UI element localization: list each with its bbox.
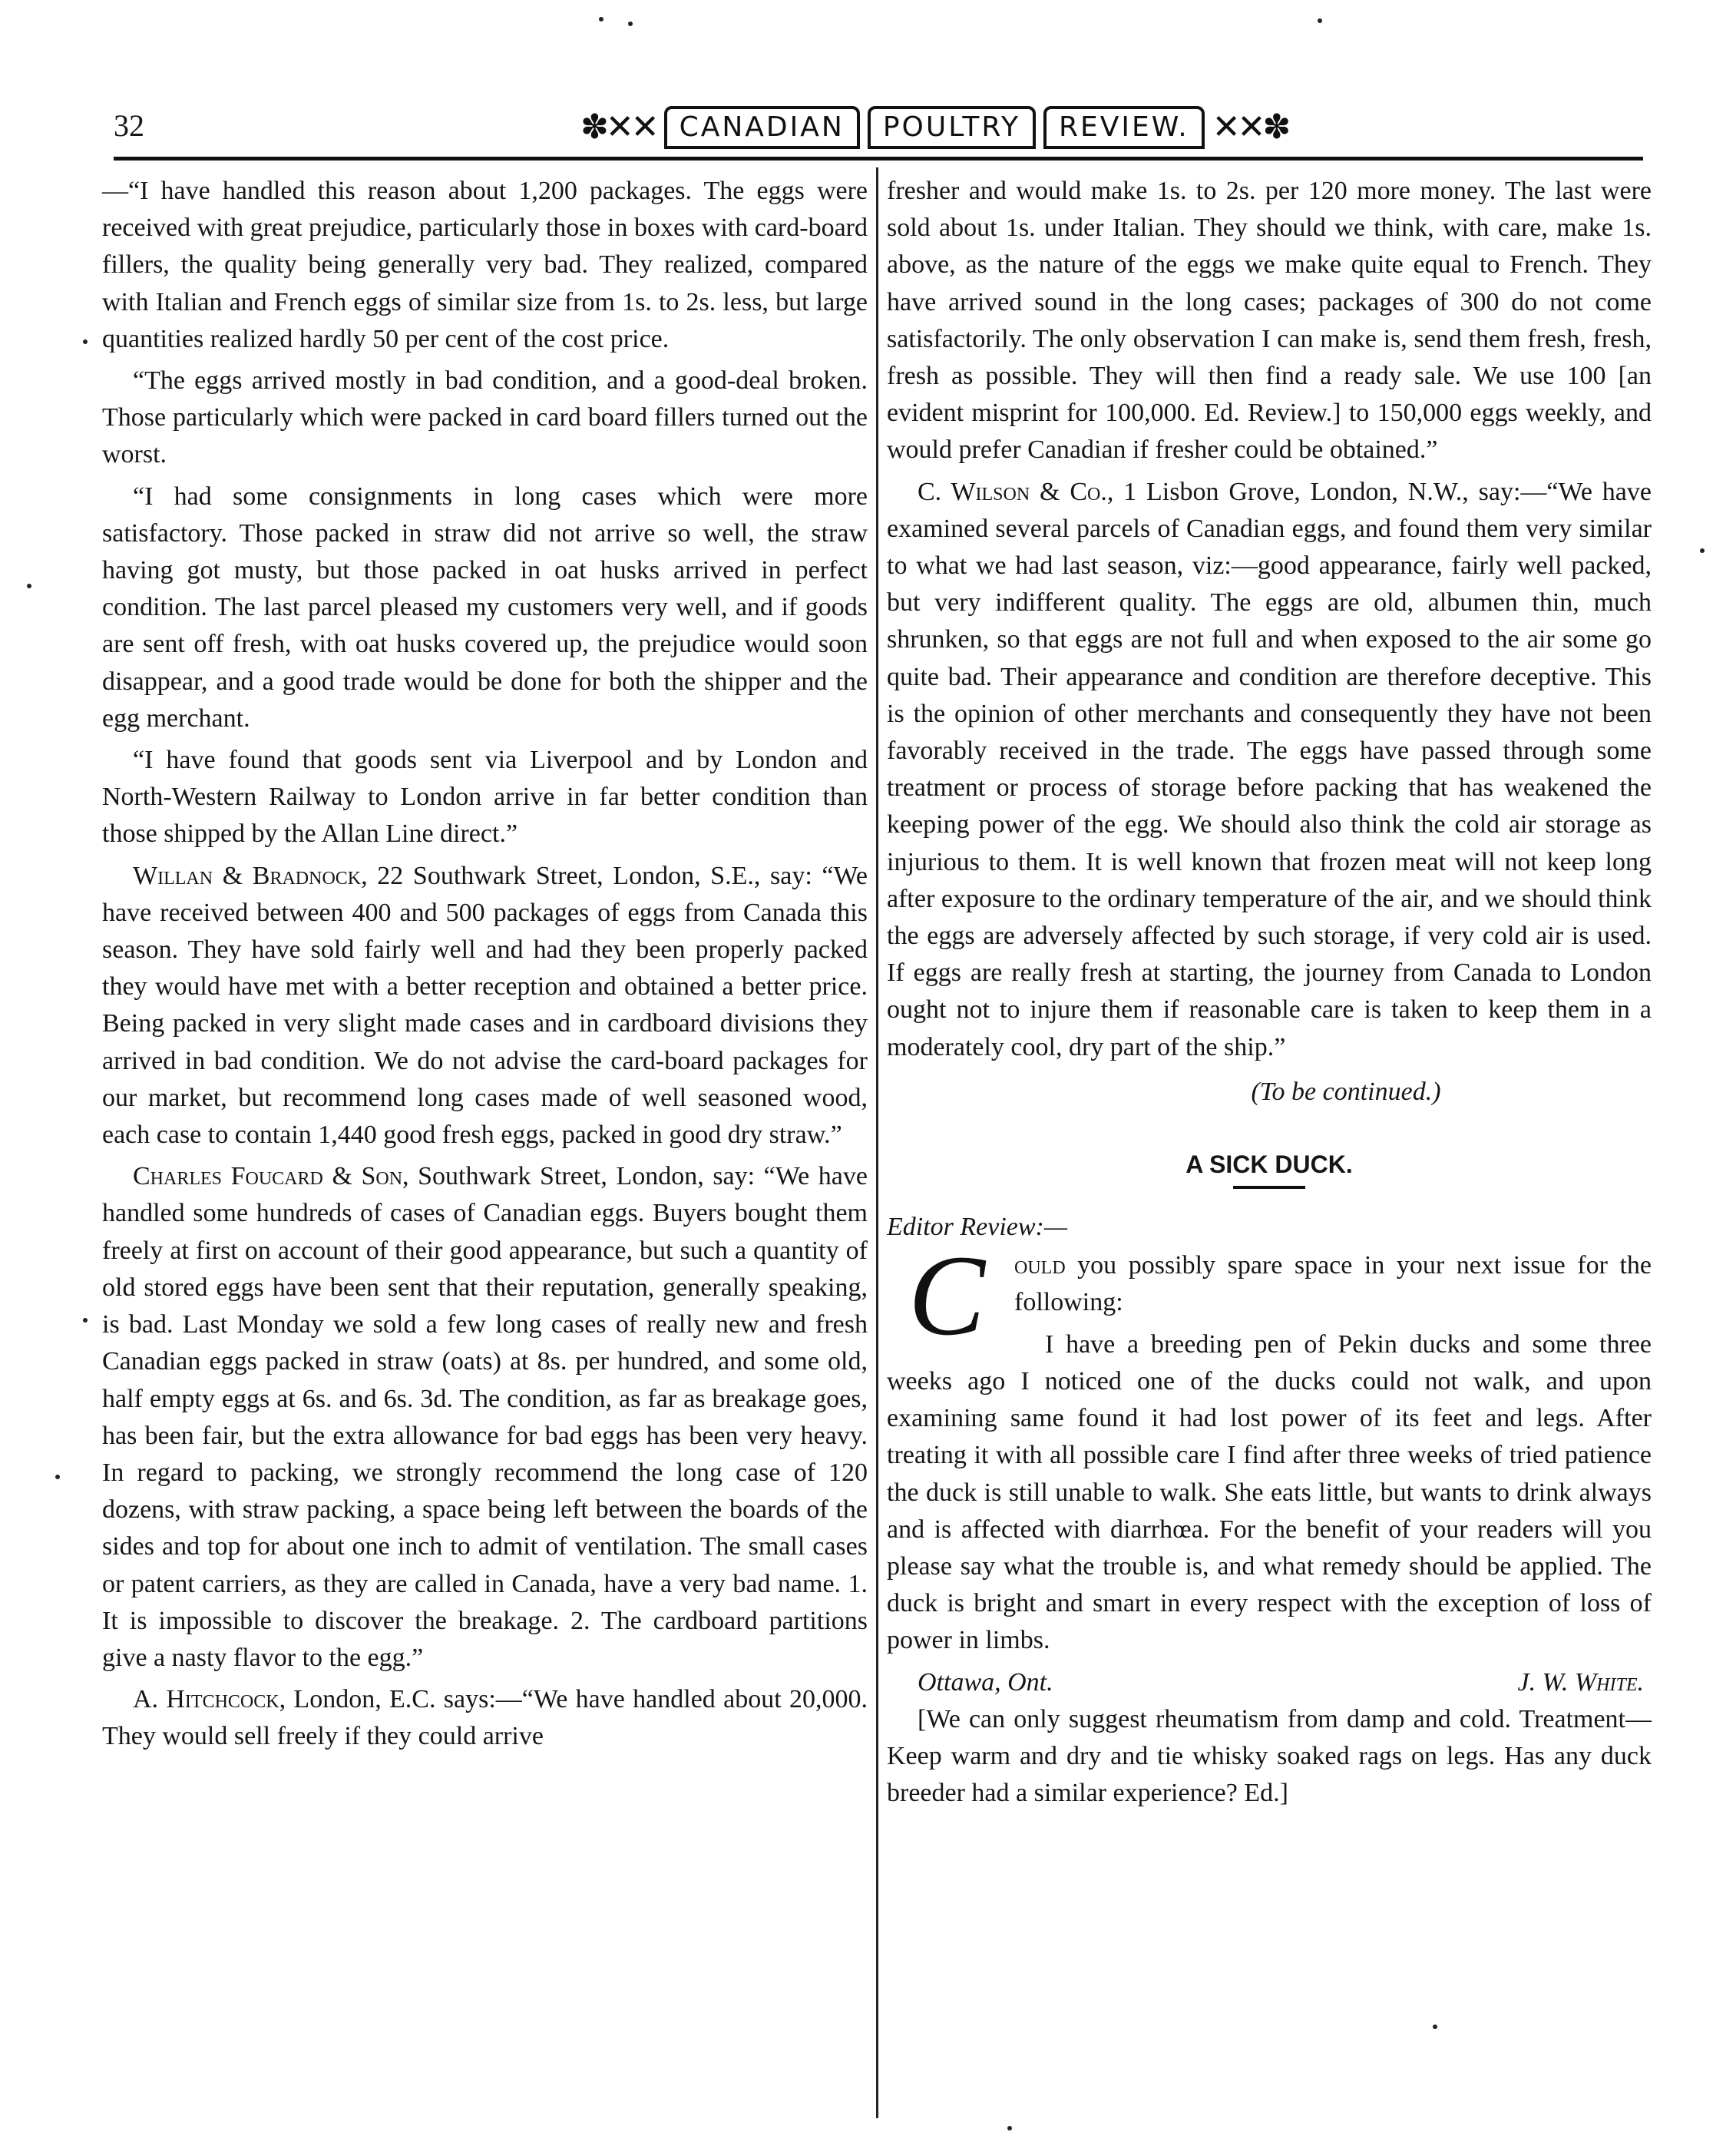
- merchant-name: Willan & Bradnock,: [133, 861, 368, 890]
- paragraph: —“I have handled this reason about 1,200 packages. The eggs were received with great prejudice, particularly those in boxes with card-board fillers, the quality being generally very bad. They realized, compared with Italian and French eggs of similar size from 1s. to 2s. less, but large quantities realized hardly 50 per cent of the cost price.: [102, 177, 868, 353]
- right-column: [887, 173, 1652, 1816]
- letter-opening-text: you possibly spare space in your next issue for the following:: [1014, 1251, 1652, 1317]
- merchant-text: Southwark Street, London, say: “We have handled some hundreds of cases of Canadian eggs. Buyers bought them freely at first on account of their good appearance, but such a quantity of old stored eggs have been sent that their reputation, generally speaking, is bad. Last Monday we sold a few long cases of really new and fresh Canadian eggs packed in straw (oats) at 8s. per hundred, and some old, half empty eggs at 6s. and 6s. 3d. The condition, as far as breakage goes, has been fair, but the extra allowance for bad eggs has been very heavy. In regard to packing, we strongly recommend the long case of 120 dozens, with straw packing, a space being left between the boards of the sides and top for about one inch to admit of ventilation. The small cases or patent carriers, as they are called in Canada, have a very bad name. 1. It is impossible to discover the breakage. 2. The cardboard partitions give a nasty flavor to the egg.”: [102, 1162, 868, 1672]
- ink-speck: [83, 1318, 88, 1323]
- ink-speck: [27, 584, 31, 588]
- ink-speck: [599, 17, 603, 22]
- ink-speck: [628, 22, 633, 26]
- ink-speck: [1318, 18, 1322, 23]
- paragraph: [102, 858, 868, 1154]
- title-rule: [1233, 1186, 1305, 1189]
- merchant-text: 22 Southwark Street, London, S.E., say: “We have received between 400 and 500 packages of eggs from Canada this season. They have sold fairly well and had they been properly packed they would have met with a better reception and obtained a better price. Being packed in very slight made cases and in cardboard divisions they arrived in bad condition. We do not advise the card-board packages for our market, but recommend long cases made of well seasoned wood, each case to contain 1,440 good fresh eggs, packed in good dry straw.”: [102, 861, 868, 1150]
- drop-cap: C: [908, 1232, 986, 1360]
- merchant-name: A. Hitchcock,: [133, 1685, 286, 1714]
- masthead-ornament-right: ✕✕✽: [1212, 108, 1288, 146]
- continued-note: (To be continued.): [1251, 1077, 1441, 1106]
- merchant-name: C. Wilson & Co.,: [918, 477, 1114, 506]
- merchant-text: London, E.C. says:—“We have handled about 20,000. They would sell freely if they could arrive: [102, 1685, 868, 1751]
- paragraph: “I had some consignments in long cases which were more satisfactory. Those packed in straw did not arrive so well, the straw having got musty, but those packed in oat husks arrived in perfect condition. The last parcel pleased my customers very well, and if goods are sent off fresh, with oat husks covered up, the prejudice would soon disappear, and a good trade would be done for both the shipper and the egg merchant.: [102, 482, 868, 733]
- article-title: A SICK DUCK.: [1185, 1150, 1353, 1179]
- page-header: [114, 104, 1643, 151]
- ink-speck: [1007, 2126, 1012, 2130]
- paragraph: “The eggs arrived mostly in bad condition, and a good-deal broken. Those particularly which were packed in card board fillers turned out the worst.: [102, 366, 868, 469]
- masthead-word: CANADIAN: [664, 106, 860, 149]
- letter-body: I have a breeding pen of Pekin ducks and some three weeks ago I noticed one of the ducks could not walk, and upon examining same found it had lost power of its feet and legs. After treating it with all possible care I find after three weeks of tried patience the duck is still unable to walk. She eats little, but wants to drink always and is affected with diarrhœa. For the benefit of your readers will you please say what the trouble is, and what remedy should be applied. The duck is bright and smart in every respect with the exception of loss of power in limbs.: [887, 1329, 1652, 1655]
- merchant-name: Charles Foucard & Son,: [133, 1162, 409, 1191]
- signature-line: [887, 1664, 1652, 1701]
- letter-opening: [887, 1232, 1652, 1360]
- masthead: [580, 104, 1288, 151]
- left-column: [102, 173, 868, 1760]
- column-divider: [876, 167, 878, 2118]
- ink-speck: [83, 339, 88, 344]
- paragraph: [102, 1681, 868, 1755]
- paragraph: [887, 474, 1652, 1066]
- paragraph: [102, 1158, 868, 1677]
- masthead-ornament-left: ✽✕✕: [580, 108, 656, 146]
- header-rule: [114, 157, 1643, 161]
- ink-speck: [55, 1475, 60, 1479]
- letter-place: Ottawa, Ont.: [918, 1667, 1053, 1697]
- masthead-word: POULTRY: [868, 106, 1036, 149]
- drop-cap-word: ould: [1014, 1251, 1066, 1280]
- page-number: 32: [114, 108, 144, 143]
- merchant-text: 1 Lisbon Grove, London, N.W., say:—“We have examined several parcels of Canadian eggs, and found them very similar to what we had last season, viz:—good appearance, fairly well packed, but very indifferent quality. The eggs are old, albumen thin, much shrunken, so that eggs are not full and when exposed to the air some go quite bad. Their appearance and condition are therefore deceptive. This is the opinion of other merchants and consequently they have not been favorably received in the trade. The eggs have passed through some treatment or process of storage before packing that has weakened the keeping power of the egg. We should also think the cold air storage as injurious to them. It is well known that frozen meat will not keep long after exposure to the ordinary temperature of the air, and we should think the eggs are adversely affected by such storage, if very cold air is used. If eggs are really fresh at starting, the journey from Canada to London ought not to injure them if reasonable care is taken to keep them in a moderately cool, dry part of the ship.”: [887, 477, 1652, 1061]
- letter-signer: J. W. White.: [1517, 1667, 1644, 1697]
- editor-reply: [We can only suggest rheumatism from damp and cold. Treatment—Keep warm and dry and tie whisky soaked rags on legs. Has any duck breeder had a similar experience? Ed.]: [887, 1704, 1652, 1808]
- salutation: Editor Review:—: [887, 1213, 1068, 1242]
- paragraph: “I have found that goods sent via Liverpool and by London and North-Western Railway to London arrive in far better condition than those shipped by the Allan Line direct.”: [102, 746, 868, 849]
- paragraph: fresher and would make 1s. to 2s. per 120 more money. The last were sold about 1s. under Italian. They should we think, with care, make 1s. above, as the nature of the eggs we make quite equal to French. They have arrived sound in the long cases; packages of 300 do not come satisfactorily. The only observation I can make is, send them fresh, fresh, fresh as possible. They will then find a ready sale. We use 100 [an evident misprint for 100,000. Ed. Review.] to 150,000 eggs weekly, and would prefer Canadian if fresher could be obtained.”: [887, 177, 1652, 465]
- ink-speck: [1433, 2025, 1437, 2029]
- masthead-word: REVIEW.: [1043, 106, 1205, 149]
- ink-speck: [1700, 548, 1705, 553]
